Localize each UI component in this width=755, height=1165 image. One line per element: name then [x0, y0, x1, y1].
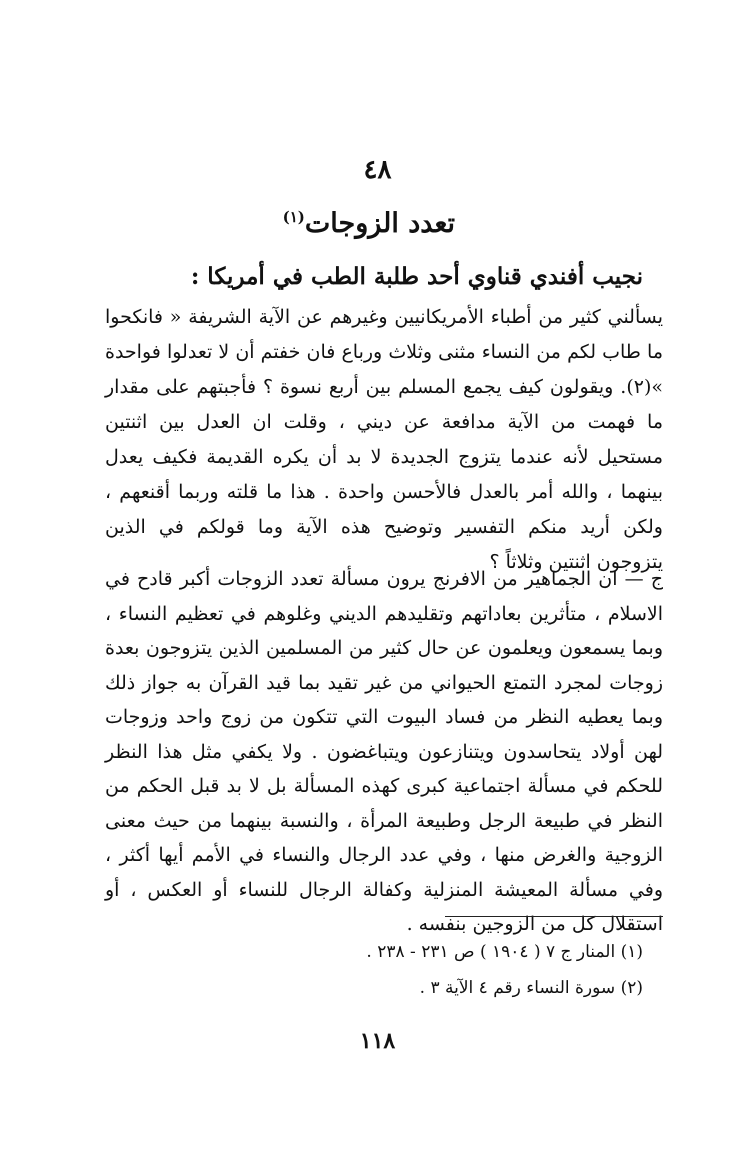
footnote-divider — [445, 916, 663, 917]
title-footnote-marker: (١) — [282, 208, 305, 226]
questioner-heading: نجيب أفندي قناوي أحد طلبة الطب في أمريكا : — [190, 263, 643, 290]
section-number: ٤٨ — [363, 155, 392, 185]
page-number: ١١٨ — [359, 1028, 396, 1054]
page-title — [283, 208, 455, 239]
title-text: تعدد الزوجات — [304, 208, 455, 239]
answer-paragraph: ج — ان الجماهير من الافرنج يرون مسألة تعدد الزوجات أكبر قادح في الاسلام ، متأثرين بعاداتهم وتقليدهم الديني وغلوهم في تعظيم النساء ، وبما يسمعون ويعلمون عن حال كثير من المسلمين الذين يتزوجون بعدة زوجات لمجرد التمتع الحيواني من غير تقيد بما قيد القرآن به جواز ذلك وبما يعطيه النظر من فساد البيوت التي تتكون من زوج واحد وزوجات لهن أولاد يتحاسدون ويتنازعون ويتباغضون . ولا يكفي مثل هذا النظر للحكم في مسألة اجتماعية كبرى كهذه المسألة بل لا بد قبل الحكم من النظر في طبيعة الرجل وطبيعة المرأة ، والنسبة بينهما من حيث معنى الزوجية والغرض منها ، وفي عدد الرجال والنساء في الأمم أيها أكثر ، وفي مسألة المعيشة المنزلية وكفالة الرجال للنساء أو العكس ، أو استقلال كل من الزوجين بنفسه . — [105, 568, 663, 935]
footnote-2: (٢) سورة النساء رقم ٤ الآية ٣ . — [419, 978, 643, 998]
footnote-1: (١) المنار ج ٧ ( ١٩٠٤ ) ص ٢٣١ - ٢٣٨ . — [366, 942, 643, 962]
question-paragraph: يسألني كثير من أطباء الأمريكانيين وغيرهم عن الآية الشريفة « فانكحوا ما طاب لكم من النساء مثنى وثلاث ورباع فان خفتم أن لا تعدلوا فواحدة »(٢). ويقولون كيف يجمع المسلم بين أربع نسوة ؟ فأجبتهم على مقدار ما فهمت من الآية مدافعة عن ديني ، وقلت ان العدل بين اثنتين مستحيل لأنه عندما يتزوج الجديدة لا بد أن يكره القديمة فكيف يعدل بينهما ، والله أمر بالعدل فالأحسن واحدة . هذا ما قلته وربما أقنعهم ، ولكن أريد منكم التفسير وتوضيح هذه الآية وما قولكم في الذين يتزوجون اثنتين وثلاثاً ؟ — [105, 306, 663, 573]
